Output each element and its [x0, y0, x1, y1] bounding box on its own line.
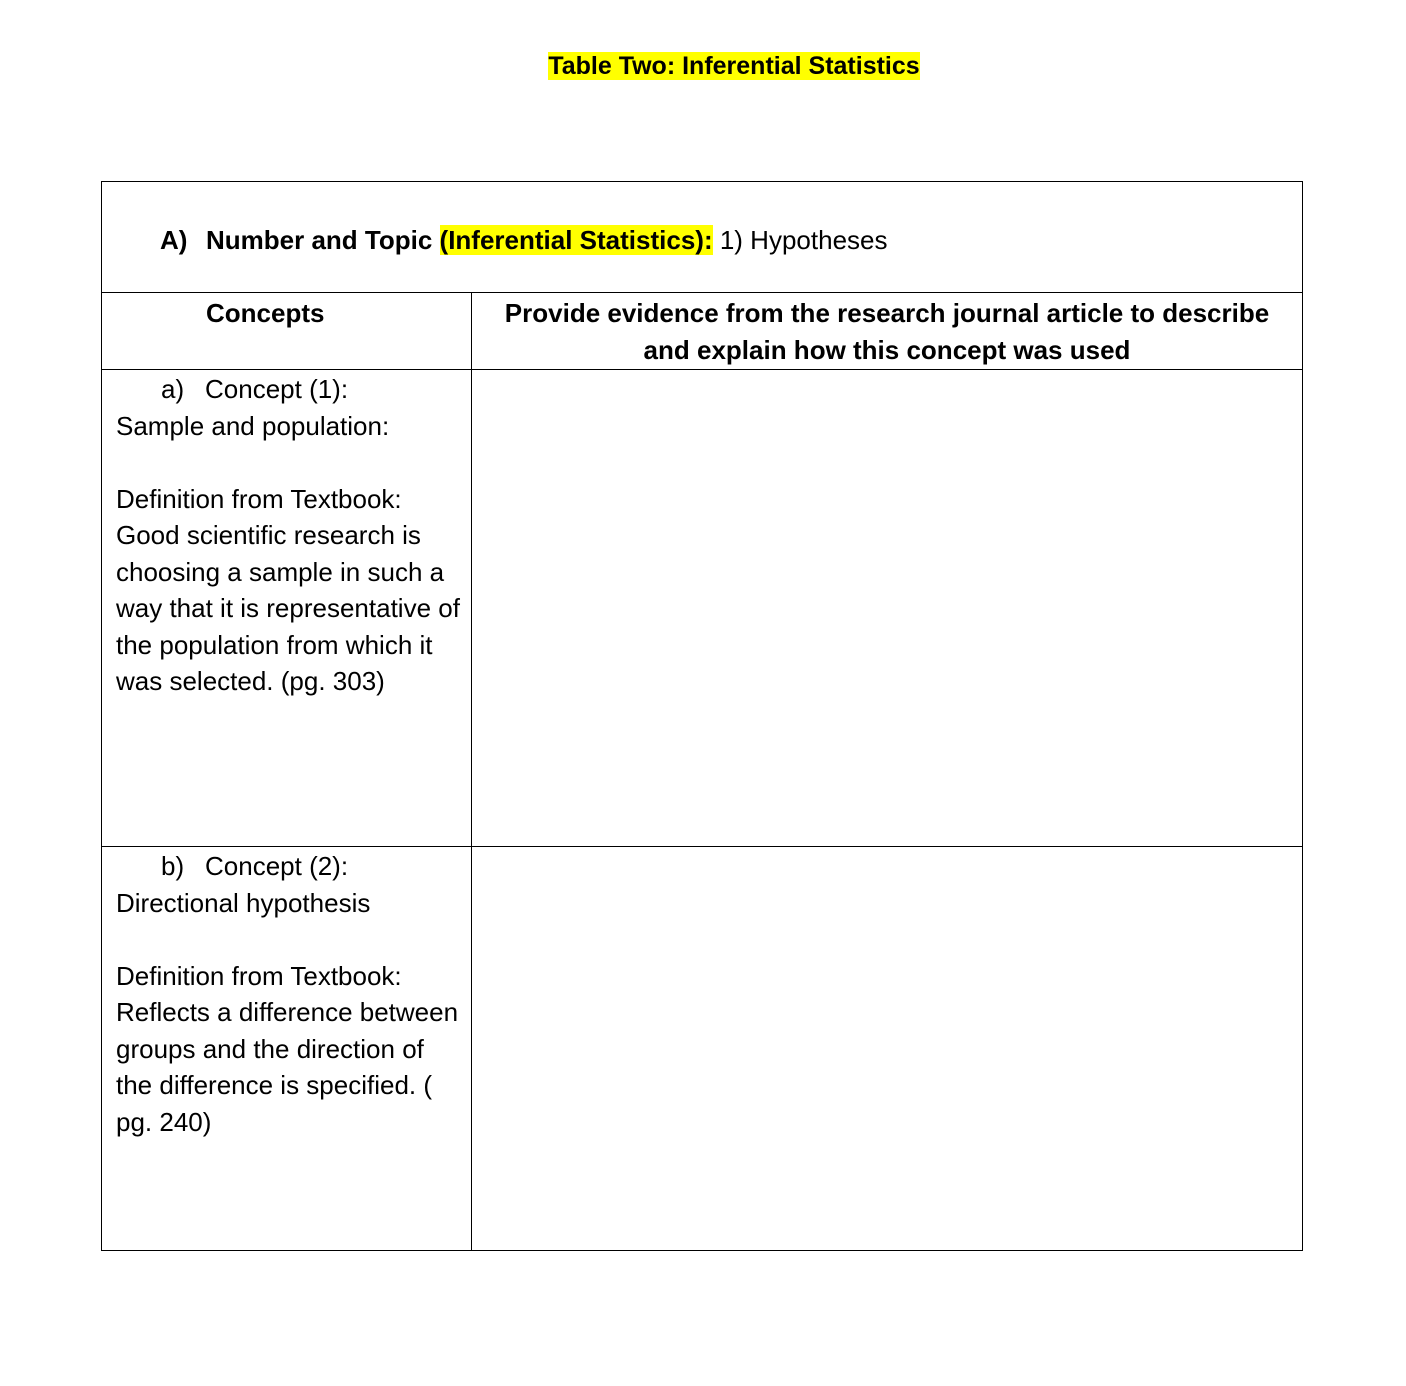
- evidence-cell-1[interactable]: [472, 370, 1303, 847]
- topic-letter: A): [160, 225, 188, 255]
- concept-row-2: [102, 847, 1303, 1251]
- topic-value: 1) Hypotheses: [719, 225, 888, 255]
- concept-cell-2[interactable]: [102, 847, 472, 1251]
- concept-cell-1[interactable]: [102, 370, 472, 847]
- title-highlight: Table Two: Inferential Statistics: [548, 52, 920, 80]
- concept-row-1: [102, 370, 1303, 847]
- concept-title-1: Concept (1):: [205, 374, 349, 404]
- definition-label-2: Definition from Textbook:: [116, 960, 402, 991]
- concept-title-2: Concept (2):: [205, 851, 349, 881]
- header-row: [102, 293, 1303, 370]
- concept-table: [101, 181, 1303, 1251]
- concept-name-1: Sample and population:: [116, 410, 390, 441]
- definition-label-1: Definition from Textbook:: [116, 483, 402, 514]
- concept-name-2: Directional hypothesis: [116, 887, 371, 918]
- definition-text-2: Reflects a difference between groups and the direction of the difference is specified. ( pg. 240): [116, 997, 459, 1137]
- topic-line: [102, 182, 1302, 258]
- spacer: [116, 921, 465, 958]
- spacer: [116, 444, 465, 481]
- concept-label-1: [116, 371, 465, 408]
- definition-text-1: Good scientific research is choosing a sample in such a way that it is representative of the population from which it was selected. (pg. 303): [116, 520, 460, 696]
- concept-letter-2: b): [161, 851, 185, 881]
- concept-label-2: [116, 848, 465, 885]
- topic-cell[interactable]: [102, 182, 1303, 293]
- concept-letter-1: a): [161, 374, 185, 404]
- topic-label: Number and Topic: [206, 225, 433, 255]
- evidence-header: Provide evidence from the research journal article to describe and explain how this concept was used: [472, 293, 1303, 370]
- concepts-header: Concepts: [102, 293, 472, 370]
- evidence-cell-2[interactable]: [472, 847, 1303, 1251]
- topic-highlight: (Inferential Statistics):: [439, 225, 713, 255]
- page-title: [0, 48, 1406, 84]
- topic-row: [102, 182, 1303, 293]
